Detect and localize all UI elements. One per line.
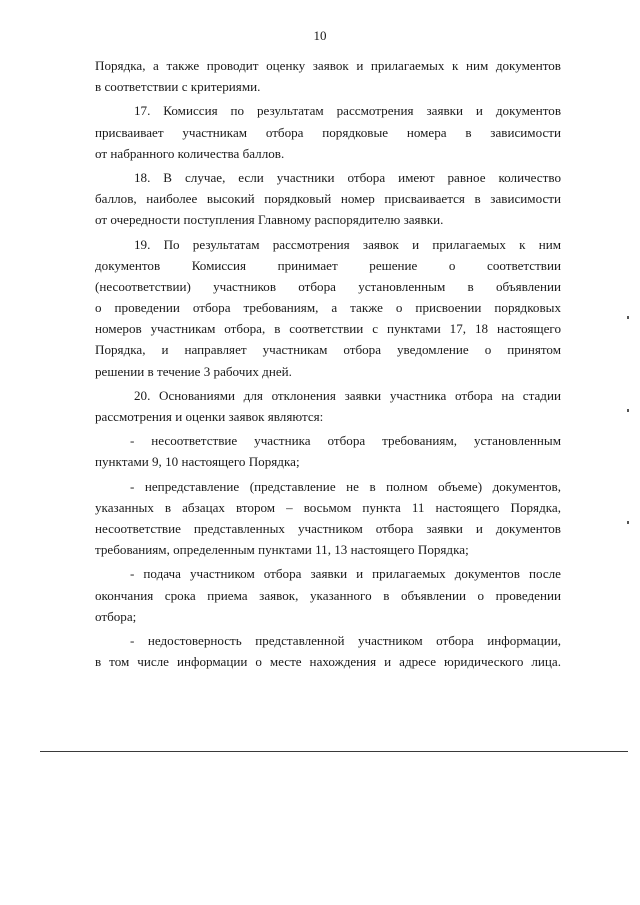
text-line: (несоответствии) участников отбора установленным в объявлении <box>95 278 561 294</box>
document-body <box>95 55 561 672</box>
text-line: баллов, наиболее высокий порядковый номер присваивается в зависимости <box>95 191 561 207</box>
text-line: отбора; <box>95 608 137 624</box>
horizontal-rule <box>40 751 628 752</box>
text-line: несоответствие представленных участником отбора заявки и документов <box>95 520 561 536</box>
scan-mark <box>627 316 629 319</box>
text-line: 20. Основаниями для отклонения заявки участника отбора на стадии <box>134 387 561 403</box>
text-line: о проведении отбора требованиям, а также о присвоении порядковых <box>95 300 561 316</box>
text-line: Порядка, и направляет участникам отбора уведомление о принятом <box>95 342 561 358</box>
text-line: от очередности поступления Главному распорядителю заявки. <box>95 212 444 228</box>
text-line: 19. По результатам рассмотрения заявок и прилагаемых к ним <box>134 236 561 252</box>
scan-mark <box>627 521 629 524</box>
text-line: требованиям, определенным пунктами 11, 13 настоящего Порядка; <box>95 542 469 558</box>
text-line: от набранного количества баллов. <box>95 145 285 161</box>
text-line: 17. Комиссия по результатам рассмотрения заявки и документов <box>134 103 561 119</box>
text-line: окончания срока приема заявок, указанного в объявлении о проведении <box>95 587 561 603</box>
text-line: документов Комиссия принимает решение о соответствии <box>95 257 561 273</box>
text-line: - непредставление (представление не в полном объеме) документов, <box>130 478 561 494</box>
text-line: - несоответствие участника отбора требованиям, установленным <box>130 433 561 449</box>
text-line: - недостоверность представленной участником отбора информации, <box>130 632 561 648</box>
text-line: решении в течение 3 рабочих дней. <box>95 363 292 379</box>
text-line: в соответствии с критериями. <box>95 79 261 95</box>
text-line: пунктами 9, 10 настоящего Порядка; <box>95 454 300 470</box>
text-line: 18. В случае, если участники отбора имеют равное количество <box>134 169 561 185</box>
text-line: - подача участником отбора заявки и прилагаемых документов после <box>130 566 561 582</box>
page-number: 10 <box>313 28 327 43</box>
text-line: указанных в абзацах втором – восьмом пункта 11 настоящего Порядка, <box>95 499 561 515</box>
text-line: в том числе информации о месте нахождения и адресе юридического лица. <box>95 654 561 670</box>
text-line: Порядка, а также проводит оценку заявок и прилагаемых к ним документов <box>95 58 561 73</box>
scan-mark <box>627 409 629 412</box>
text-line: присваивает участникам отбора порядковые номера в зависимости <box>95 124 561 140</box>
text-line: номеров участникам отбора, в соответствии с пунктами 17, 18 настоящего <box>95 321 561 337</box>
text-line: рассмотрения и оценки заявок являются: <box>95 409 324 424</box>
